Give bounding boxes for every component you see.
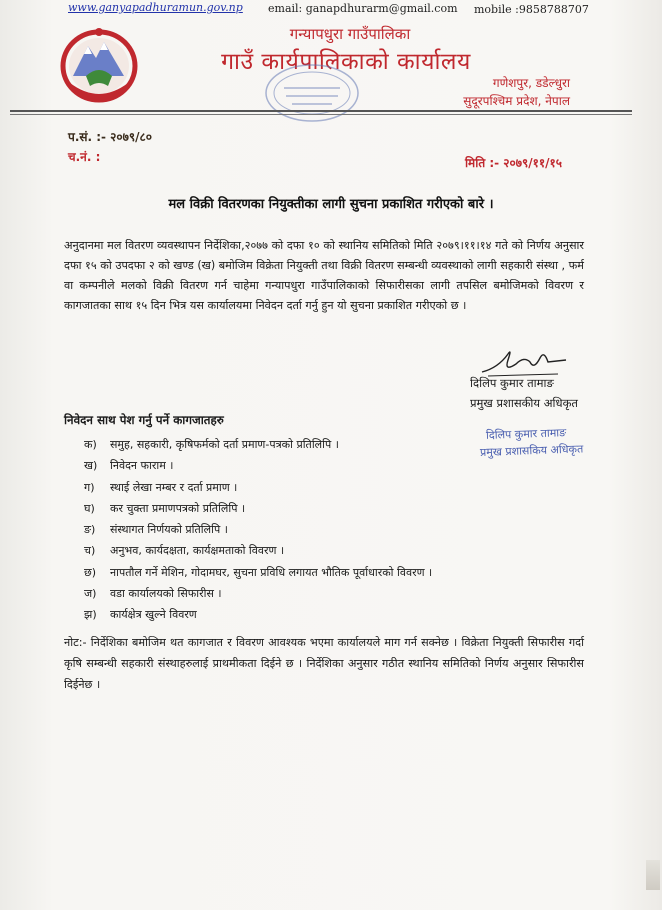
- list-item: च) अनुभव, कार्यदक्षता, कार्यक्षमताको विवरण ।: [84, 544, 285, 558]
- mobile-text: mobile :9858788707: [474, 3, 589, 16]
- documents-list: [84, 435, 504, 627]
- signatory-name: दिलिप कुमार तामाङ: [470, 376, 554, 390]
- address-line-1: गणेशपुर, डडेल्धुरा: [492, 76, 570, 90]
- stamp-signatory-title: प्रमुख प्रशासकिय अधिकृत: [479, 442, 584, 460]
- signatory-title: प्रमुख प्रशासकीय अधिकृत: [470, 396, 578, 410]
- handwritten-signature-icon: [478, 342, 570, 380]
- list-item: क) समुह, सहकारी, कृषिफर्मको दर्ता प्रमाण-पत्रको प्रतिलिपि ।: [84, 438, 339, 451]
- header-divider-thin: [10, 114, 632, 115]
- list-item: ङ) संस्थागत निर्णयको प्रतिलिपि ।: [84, 523, 228, 537]
- email-text: email: ganapdhurarm@gmail.com: [268, 2, 458, 15]
- list-item: ख) निवेदन फाराम ।: [84, 459, 174, 473]
- list-item: झ) कार्यक्षेत्र खुल्ने विवरण: [84, 608, 197, 622]
- office-name: गाउँ कार्यपालिकाको कार्यालय: [221, 49, 471, 75]
- list-item: छ) नापतौल गर्ने मेशिन, गोदामघर, सुचना प्रविधि लगायत भौतिक पूर्वाधारको विवरण ।: [84, 565, 433, 579]
- page-corner-shadow: [646, 860, 660, 890]
- reference-number: प.सं. :- २०७९/८०: [68, 130, 153, 144]
- header-divider: [10, 110, 632, 112]
- stamp-signatory-name: दिलिप कुमार तामाङ: [485, 426, 567, 442]
- list-item: ग) स्थाई लेखा नम्बर र दर्ता प्रमाण ।: [84, 480, 238, 494]
- address-line-2: सुदूरपश्चिम प्रदेश, नेपाल: [463, 94, 570, 108]
- dispatch-number: च.नं. :: [68, 150, 101, 164]
- list-item: ज) वडा कार्यालयको सिफारीस ।: [84, 587, 222, 601]
- municipality-name: गन्यापधुरा गाउँपालिका: [289, 25, 411, 43]
- list-item: घ) कर चुक्ता प्रमाणपत्रको प्रतिलिपि ।: [84, 501, 246, 515]
- documents-heading: निवेदन साथ पेश गर्नु पर्ने कागजातहरु: [64, 413, 224, 427]
- letter-note: नोट:- निर्देशिका बमोजिम थत कागजात र विवरण आवश्यक भएमा कार्यालयले माग गर्न सक्नेछ । विक्रेता नियुक्ती सिफारीस गर्दा कृषि सम्बन्धी सहकारी संस्थाहरुलाई प्राथमीकता दिईने छ । निर्देशिका अनुसार गठीत स्थानिय समितिको निर्णय अनुसार सिफारीस दिईनेछ ।: [64, 636, 584, 691]
- website-link[interactable]: www.ganyapadhuramun.gov.np: [68, 1, 243, 14]
- letter-body: अनुदानमा मल वितरण व्यवस्थापन निर्देशिका,२०७७ को दफा १० को स्थानिय समितिको मिति २०७९।११।१४ गते को निर्णय अनुसार दफा १५ को उपदफा २ को खण्ड (ख) बमोजिम विक्रेता नियुक्ती तथा विक्री वितरण सम्बन्धी व्यवस्थाको लागी सहकारी संस्था , फर्म वा कम्पनीले मलको विक्री वितरण गर्न चाहेमा गन्यापधुरा गाउँपालिकाको सिफारीसका लागी तपसिल बमोजिमको विवरण र कागजातका साथ १५ दिन भित्र यस कार्यालयमा निवेदन दर्ता गर्नु हुन यो सुचना प्रकाशित गरीएको छ ।: [64, 239, 584, 312]
- letter-subject: मल विक्री वितरणका नियुक्तीका लागी सुचना प्रकाशित गरीएको बारे ।: [168, 197, 494, 212]
- nepal-emblem-icon: [58, 24, 140, 104]
- letter-date: मिति :- २०७९/११/१५: [464, 156, 562, 170]
